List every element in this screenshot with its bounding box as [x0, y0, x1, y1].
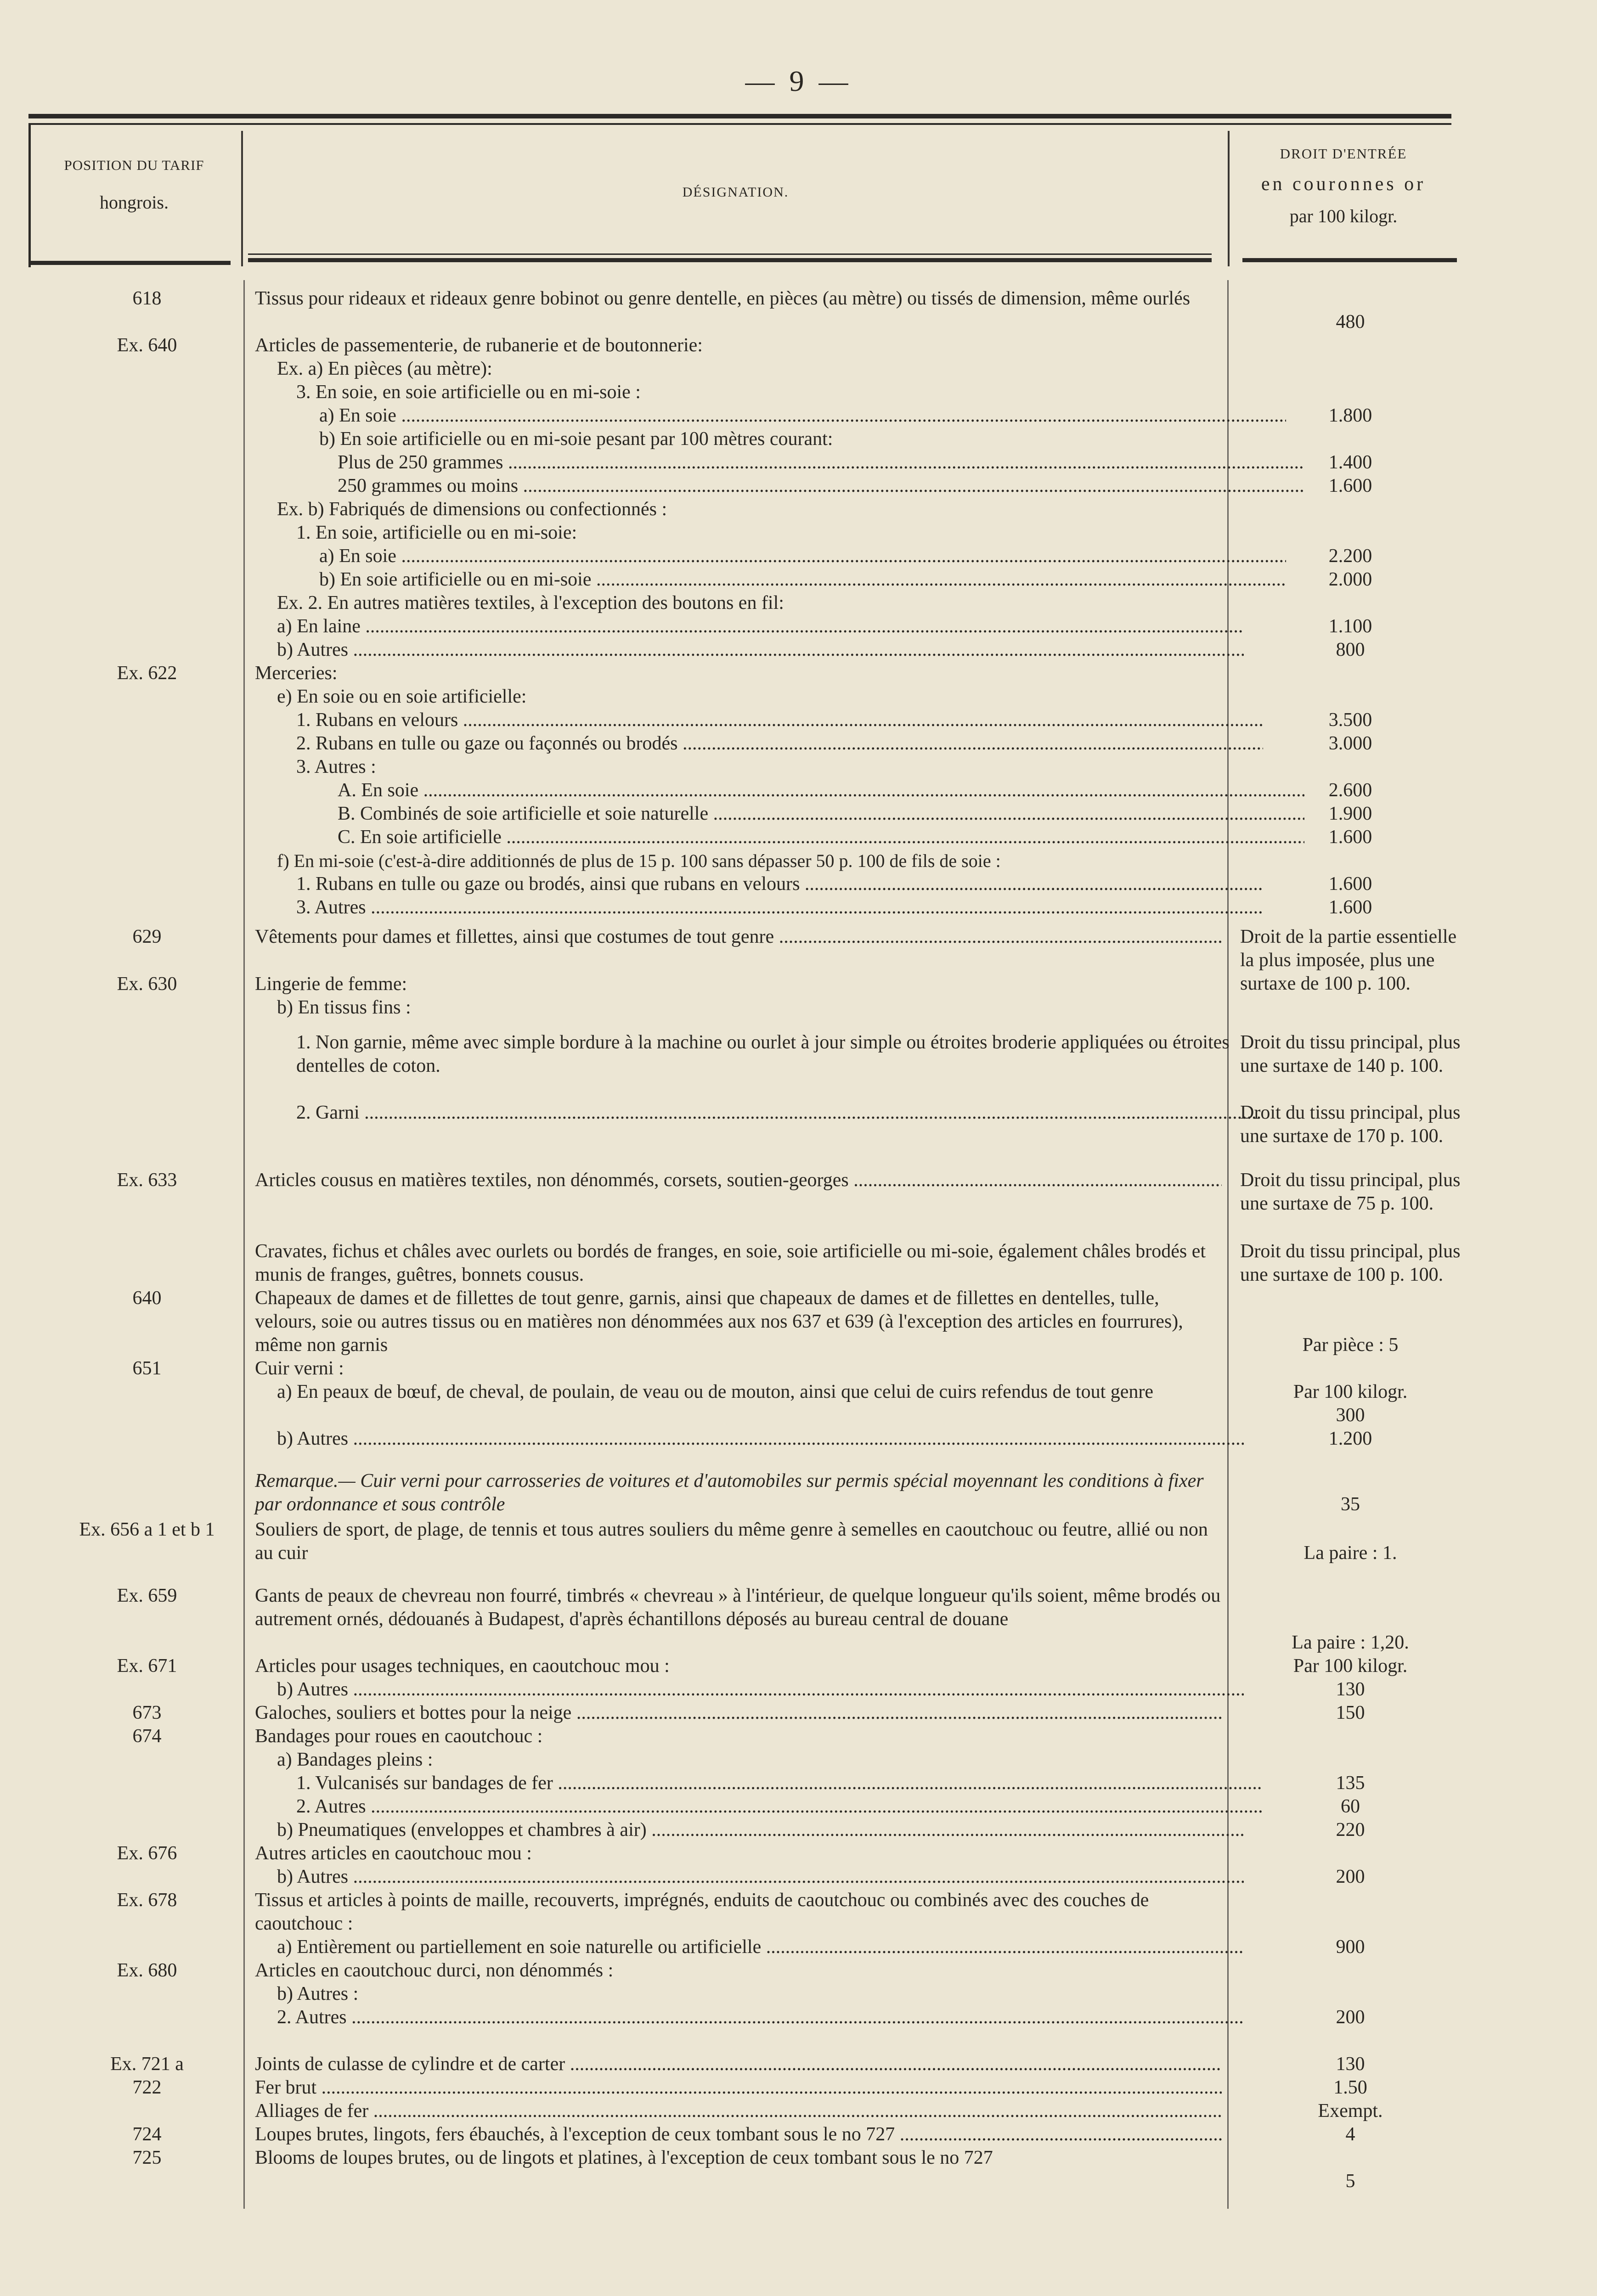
duty-rate: 2.200 [1328, 546, 1372, 567]
designation: b) Autres ..... [255, 638, 1244, 662]
designation: a) Bandages pleins : [277, 1749, 433, 1770]
duty-rate: 1.400 [1328, 452, 1372, 473]
tariff-position: Ex. 622 [117, 663, 177, 684]
tariff-position: Ex. 659 [117, 1585, 177, 1606]
duty-rate: 1.800 [1328, 405, 1372, 426]
duty-rate: 220 [1336, 1819, 1365, 1840]
designation: Tissus et articles à points de maille, recouverts, imprégnés, enduits de caoutchouc ou combinés avec des couches de caoutchouc : [255, 1890, 1149, 1934]
duty-rate: 1.600 [1328, 897, 1372, 918]
designation: Blooms de loupes brutes, ou de lingots et platines, à l'exception de ceux tombant sous le no 727 [255, 2147, 993, 2168]
tariff-position: Ex. 630 [117, 974, 177, 995]
top-rule-thin [28, 123, 1451, 125]
duty-rate: 1.600 [1328, 475, 1372, 496]
designation: Merceries: [255, 663, 338, 684]
designation: Alliages de fer ..... [255, 2099, 1222, 2123]
designation: 1. Rubans en tulle ou gaze ou brodés, ainsi que rubans en velours ..... [255, 872, 1263, 896]
designation: a) En peaux de bœuf, de cheval, de poulain, de veau ou de mouton, ainsi que celui de cuirs refendus de tout genre [277, 1381, 1154, 1402]
designation: 3. Autres : [296, 756, 376, 777]
designation: 2. Autres ..... [255, 1795, 1263, 1818]
duty-rate: 1.50 [1333, 2077, 1367, 2098]
header-bottom-rule [1242, 258, 1457, 262]
tariff-position: Ex. 676 [117, 1843, 177, 1864]
designation: a) Entièrement ou partiellement en soie naturelle ou artificielle ..... [255, 1936, 1244, 1959]
designation: 1. Non garnie, même avec simple bordure à la machine ou ourlet à jour simple ou étroites broderie appliquées ou étroites dentelles de coton. [296, 1032, 1230, 1076]
header-position-line1: POSITION DU TARIF [64, 157, 204, 173]
designation: 2. Garni ..... [255, 1101, 1263, 1125]
duty-rate: 35 [1341, 1494, 1360, 1515]
header-bottom-rule [248, 258, 1212, 262]
duty-rate: 1.100 [1328, 616, 1372, 637]
designation: Gants de peaux de chevreau non fourré, timbrés « chevreau » à l'intérieur, de quelque longueur qu'ils soient, même brodés ou autrement ornés, dédouanés à Budapest, d'après échantillons déposés au bureau central de douane [255, 1585, 1221, 1630]
duty-rate: Droit du tissu principal, plus une surtaxe de 75 p. 100. [1240, 1170, 1461, 1214]
duty-rate: 3.000 [1328, 733, 1372, 754]
designation: e) En soie ou en soie artificielle: [277, 686, 527, 707]
designation: b) Autres ..... [255, 1865, 1244, 1889]
designation: C. En soie artificielle ..... [255, 826, 1304, 849]
duty-rate: 800 [1336, 639, 1365, 660]
duty-rate: 2.000 [1328, 569, 1372, 590]
designation: Autres articles en caoutchouc mou : [255, 1843, 532, 1864]
designation: Cuir verni : [255, 1358, 344, 1379]
designation: Loupes brutes, lingots, fers ébauchés, à l'exception de ceux tombant sous le no 727 ..... [255, 2123, 1222, 2146]
header-droit-line2: en couronnes or [1261, 173, 1426, 195]
header-position-line2: hongrois. [100, 191, 169, 213]
designation: Chapeaux de dames et de fillettes de tout genre, garnis, ainsi que chapeaux de dames et de fillettes en dentelles, tulle, velours, soie ou autres tissus ou en matières non dénommées aux nos 637 et 639 (à l'exception des articles en fourrures), même non garnis [255, 1288, 1183, 1356]
tariff-position: 651 [132, 1358, 162, 1379]
tariff-position: 725 [132, 2147, 162, 2168]
designation: a) En soie ..... [255, 545, 1286, 568]
tariff-position: 724 [132, 2124, 162, 2145]
designation: 250 grammes ou moins ..... [255, 474, 1304, 498]
duty-rate: 200 [1336, 2007, 1365, 2028]
duty-rate: 1.600 [1328, 827, 1372, 848]
duty-rate: 3.500 [1328, 709, 1372, 731]
duty-rate: 1.200 [1328, 1428, 1372, 1449]
designation: Bandages pour roues en caoutchouc : [255, 1726, 543, 1747]
designation: Ex. a) En pièces (au mètre): [277, 358, 492, 379]
duty-rate: Droit du tissu principal, plus une surtaxe de 100 p. 100. [1240, 1241, 1461, 1285]
duty-rate: 2.600 [1328, 780, 1372, 801]
designation: 2. Autres ..... [255, 2006, 1244, 2029]
designation: 1. Vulcanisés sur bandages de fer ..... [255, 1772, 1263, 1795]
duty-rate: 900 [1336, 1936, 1365, 1958]
duty-rate: La paire : 1. [1304, 1542, 1397, 1564]
designation: Tissus pour rideaux et rideaux genre bobinot ou genre dentelle, en pièces (au mètre) ou tissés de dimension, même ourlés [255, 288, 1191, 309]
duty-rate: 480 [1336, 311, 1365, 332]
duty-rate: 135 [1336, 1773, 1365, 1794]
header-bottom-rule [28, 261, 231, 265]
designation: 1. En soie, artificielle ou en mi-soie: [296, 522, 577, 543]
header-bottom-rule [248, 253, 1212, 255]
duty-rate: Droit du tissu principal, plus une surtaxe de 140 p. 100. [1240, 1032, 1461, 1076]
tariff-position: Ex. 633 [117, 1170, 177, 1191]
designation: Joints de culasse de cylindre et de carter ..... [255, 2053, 1222, 2076]
designation: Fer brut ..... [255, 2076, 1222, 2099]
duty-rate: 1.900 [1328, 803, 1372, 824]
header-column-divider [241, 131, 243, 266]
duty-rate: 5 [1345, 2171, 1355, 2192]
duty-rate: 300 [1336, 1405, 1365, 1426]
designation: b) En soie artificielle ou en mi-soie ..... [255, 568, 1286, 591]
designation: Cravates, fichus et châles avec ourlets ou bordés de franges, en soie, soie artificielle ou mi-soie, également châles brodés et munis de franges, guêtres, bonnets cousus. [255, 1241, 1206, 1285]
duty-rate: Par 100 kilogr. [1293, 1381, 1408, 1402]
page-number: — 9 — [745, 65, 852, 97]
designation: Souliers de sport, de plage, de tennis et tous autres souliers du même genre à semelles en caoutchouc ou feutre, allié ou non au cuir [255, 1519, 1208, 1564]
header-droit-line3: par 100 kilogr. [1289, 205, 1398, 226]
designation: Articles cousus en matières textiles, non dénommés, corsets, soutien-georges ..... [255, 1169, 1222, 1192]
tariff-position: 673 [132, 1702, 162, 1723]
designation: b) Autres ..... [255, 1427, 1244, 1451]
tariff-position: Ex. 680 [117, 1960, 177, 1981]
duty-rate: 130 [1336, 1679, 1365, 1700]
designation: Vêtements pour dames et fillettes, ainsi que costumes de tout genre ..... [255, 925, 1222, 949]
designation: Ex. 2. En autres matières textiles, à l'exception des boutons en fil: [277, 592, 784, 613]
designation: Plus de 250 grammes ..... [255, 451, 1304, 474]
designation: Articles pour usages techniques, en caoutchouc mou : [255, 1655, 670, 1677]
body-column-divider [243, 280, 245, 2209]
designation: b) En tissus fins : [277, 997, 411, 1018]
tariff-position: Ex. 640 [117, 335, 177, 356]
duty-rate: 4 [1345, 2124, 1355, 2145]
tariff-position: 674 [132, 1726, 162, 1747]
header-position [28, 154, 240, 217]
designation: 1. Rubans en velours ..... [255, 709, 1263, 732]
tariff-position: 722 [132, 2077, 162, 2098]
designation: a) En soie ..... [255, 404, 1286, 428]
remark: Remarque.— Cuir verni pour carrosseries de voitures et d'automobiles sur permis spécial moyennant les conditions à fixer par ordonnance et sous contrôle [255, 1470, 1204, 1515]
duty-rate: Droit de la partie essentielle la plus imposée, plus une surtaxe de 100 p. 100. [1240, 926, 1457, 994]
tariff-position: 640 [132, 1288, 162, 1309]
duty-rate: Par 100 kilogr. [1293, 1655, 1408, 1677]
designation: 3. Autres ..... [255, 896, 1263, 919]
tariff-position: 618 [132, 288, 162, 309]
header-designation: DÉSIGNATION. [682, 185, 789, 200]
tariff-position: Ex. 678 [117, 1890, 177, 1911]
designation: Lingerie de femme: [255, 974, 407, 995]
top-rule [28, 114, 1451, 118]
tariff-position: Ex. 671 [117, 1655, 177, 1677]
duty-rate: Droit du tissu principal, plus une surtaxe de 170 p. 100. [1240, 1102, 1461, 1147]
designation: b) En soie artificielle ou en mi-soie pesant par 100 mètres courant: [319, 428, 833, 450]
designation: b) Autres ..... [255, 1678, 1244, 1701]
designation: 2. Rubans en tulle ou gaze ou façonnés ou brodés ..... [255, 732, 1263, 755]
designation: Articles de passementerie, de rubanerie et de boutonnerie: [255, 335, 703, 356]
tariff-position: Ex. 656 a 1 et b 1 [79, 1519, 215, 1540]
tariff-position: 629 [132, 926, 162, 947]
designation: A. En soie ..... [255, 779, 1304, 802]
designation: a) En laine ..... [255, 615, 1244, 638]
designation: b) Pneumatiques (enveloppes et chambres à air) ..... [255, 1818, 1244, 1842]
designation: f) En mi-soie (c'est-à-dire additionnés de plus de 15 p. 100 sans dépasser 50 p. 100 de fils de soie : [277, 850, 1001, 871]
duty-rate: 1.600 [1328, 873, 1372, 895]
header-droit [1229, 142, 1458, 231]
duty-rate: Exempt. [1318, 2100, 1383, 2122]
duty-rate: 60 [1341, 1796, 1360, 1817]
designation: Galoches, souliers et bottes pour la neige ..... [255, 1701, 1222, 1725]
designation: Ex. b) Fabriqués de dimensions ou confectionnés : [277, 499, 667, 520]
duty-rate: La paire : 1,20. [1292, 1632, 1409, 1653]
duty-rate: 200 [1336, 1866, 1365, 1887]
duty-rate: Par pièce : 5 [1302, 1334, 1399, 1356]
designation: b) Autres : [277, 1983, 359, 2004]
designation: B. Combinés de soie artificielle et soie naturelle ..... [255, 802, 1304, 826]
duty-rate: 130 [1336, 2054, 1365, 2075]
duty-rate: 150 [1336, 1702, 1365, 1723]
designation: 3. En soie, en soie artificielle ou en mi-soie : [296, 382, 641, 403]
header-droit-line1: DROIT D'ENTRÉE [1280, 146, 1407, 162]
designation: Articles en caoutchouc durci, non dénommés : [255, 1960, 614, 1981]
tariff-position: Ex. 721 a [110, 2054, 184, 2075]
